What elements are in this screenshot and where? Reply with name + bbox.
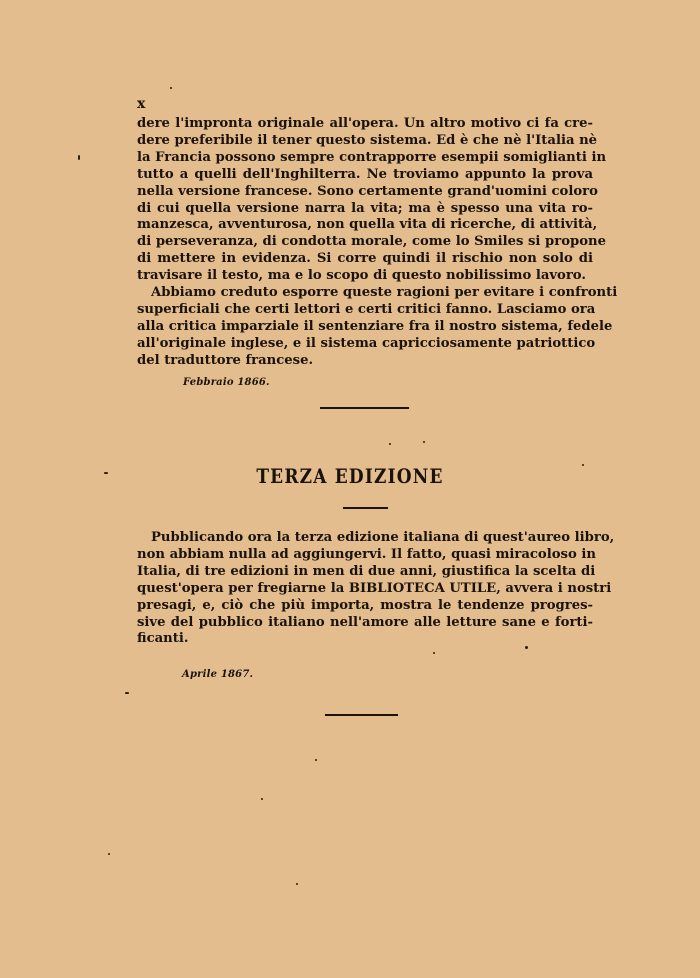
section-heading: TERZA EDIZIONE: [256, 465, 444, 489]
text-line: nella versione francese. Sono certamente grand'uomini coloro: [137, 183, 598, 199]
text-line: Pubblicando ora la terza edizione italiana di quest'aureo libro,: [151, 530, 615, 545]
text-line: alla critica imparziale il sentenziare fra il nostro sistema, fedele: [137, 318, 613, 334]
scan-speck: [125, 692, 129, 694]
text-line: sive del pubblico italiano nell'amore alle letture sane e forti-: [137, 614, 593, 630]
paragraph-continuation: [137, 116, 607, 285]
scan-speck: [104, 472, 108, 474]
text-line: di mettere in evidenza. Si corre quindi il rischio non solo di: [137, 251, 593, 267]
scan-speck: [582, 464, 584, 466]
text-line: superficiali che certi lettori e certi critici fanno. Lasciamo ora: [137, 301, 596, 317]
text-line: quest'opera per fregiarne la BIBLIOTECA UTILE, avvera i nostri: [137, 580, 612, 596]
text-line: la Francia possono sempre contrapporre esempii somiglianti in: [137, 149, 607, 165]
closing-divider: [325, 714, 398, 716]
text-line: travisare il testo, ma e lo scopo di questo nobilissimo lavoro.: [137, 268, 586, 284]
date-signature-2: Aprile 1867.: [182, 669, 254, 680]
text-line: presagi, e, ciò che più importa, mostra le tendenze progres-: [137, 597, 593, 613]
scan-speck: [108, 853, 110, 855]
scan-speck: [261, 798, 263, 800]
text-line: non abbiam nulla ad aggiungervi. Il fatto, quasi miracoloso in: [137, 546, 596, 562]
text-line: ficanti.: [137, 631, 189, 647]
scan-speck: [525, 646, 528, 649]
text-line: Abbiamo creduto esporre queste ragioni per evitare i confronti: [151, 285, 618, 300]
date-signature-1: Febbraio 1866.: [183, 377, 270, 388]
scan-speck: [315, 759, 317, 761]
scan-speck: [433, 652, 435, 654]
heading-underline: [343, 507, 388, 509]
scan-speck: [296, 883, 298, 885]
scan-speck: [78, 155, 80, 160]
scan-speck: [170, 87, 172, 89]
text-line: dere l'impronta originale all'opera. Un altro motivo ci fa cre-: [137, 116, 593, 131]
text-line: manzesca, avventurosa, non quella vita di ricerche, di attività,: [137, 217, 598, 233]
page-number: x: [137, 96, 146, 112]
paragraph-reasons: [137, 285, 618, 370]
scan-speck: [389, 443, 391, 445]
section-divider: [320, 407, 409, 409]
text-line: di cui quella versione narra la vita; ma è spesso una vita ro-: [137, 200, 593, 216]
text-line: Italia, di tre edizioni in men di due anni, giustifica la scelta di: [137, 563, 596, 579]
text-line: tutto a quelli dell'Inghilterra. Ne troviamo appunto la prova: [137, 166, 593, 182]
text-line: all'originale inglese, e il sistema capricciosamente patriottico: [137, 335, 596, 351]
text-line: del traduttore francese.: [137, 352, 314, 368]
text-line: di perseveranza, di condotta morale, come lo Smiles si propone: [137, 234, 606, 250]
paragraph-third-edition: [137, 530, 615, 648]
scan-speck: [423, 441, 425, 443]
text-line: dere preferibile il tener questo sistema. Ed è che nè l'Italia nè: [137, 132, 598, 148]
